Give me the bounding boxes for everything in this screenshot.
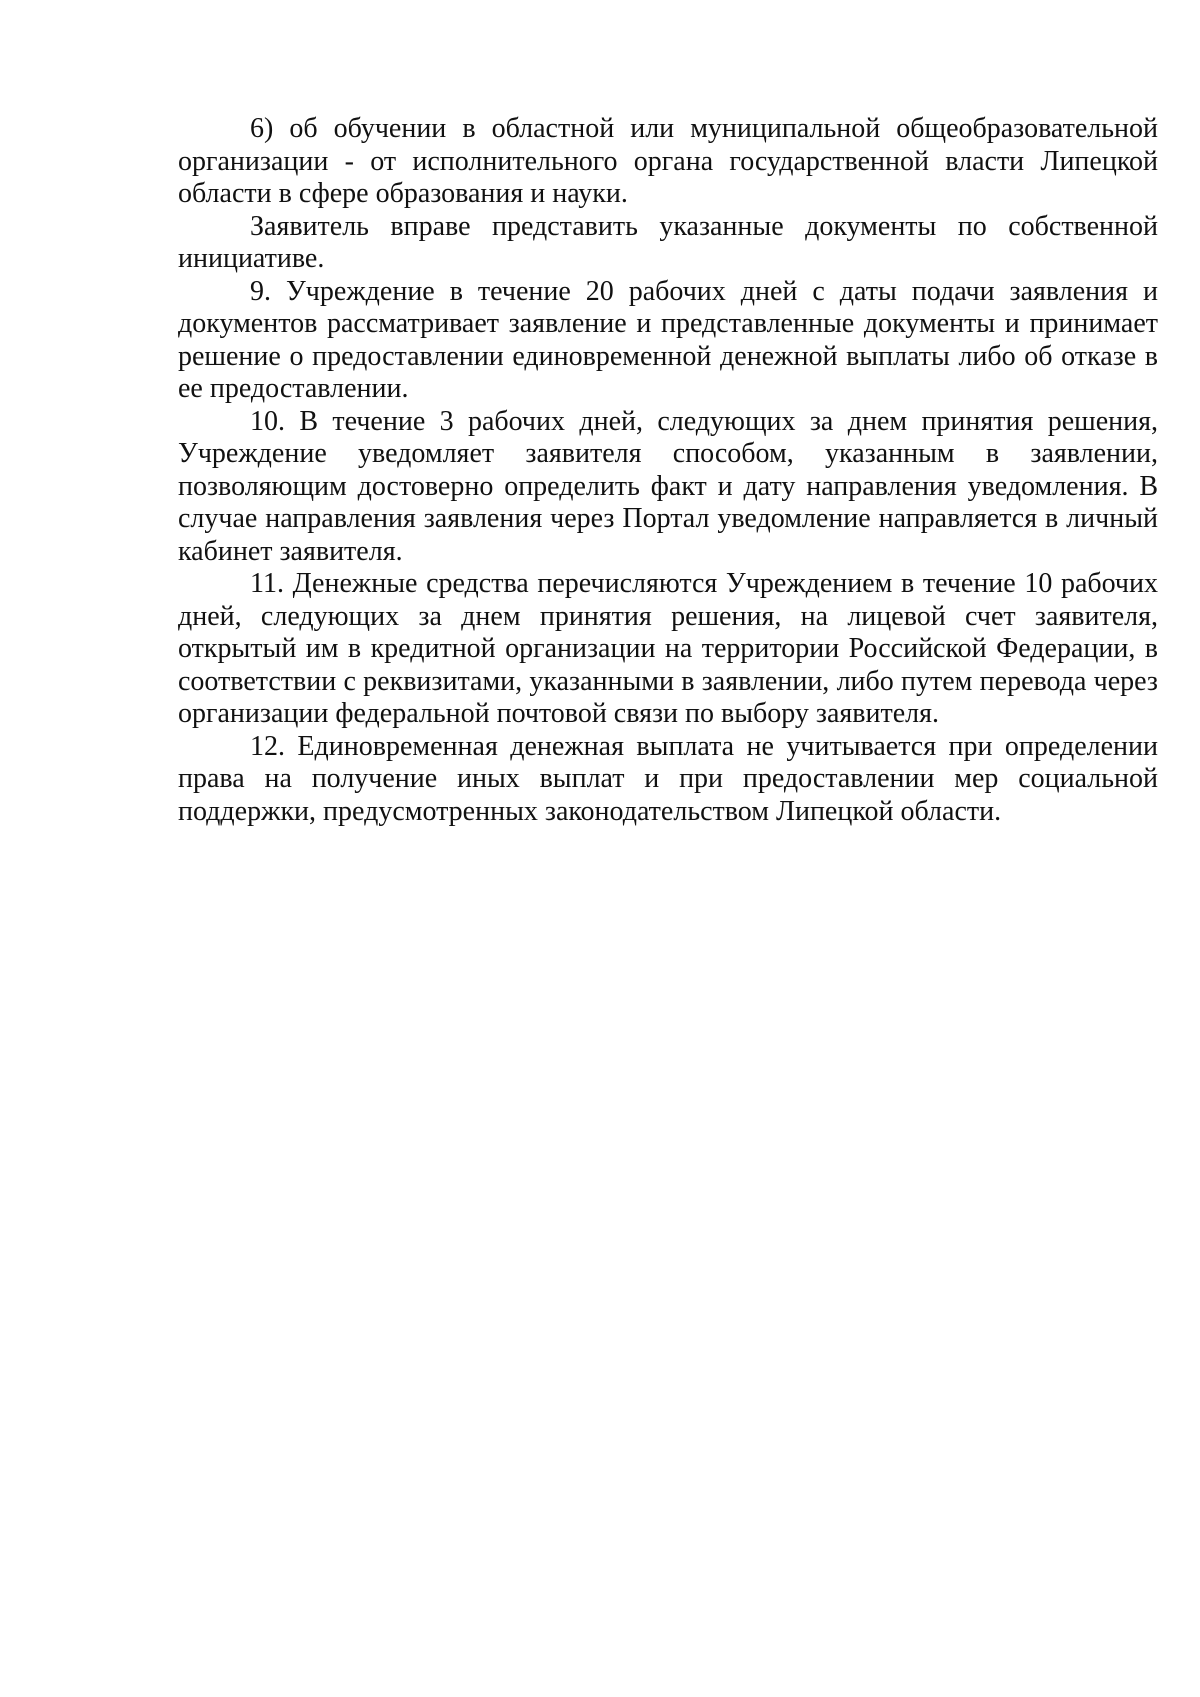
paragraph-clause-12: 12. Единовременная денежная выплата не учитывается при определении права на получение иных выплат и при предоставлении мер социальной поддержки, предусмотренных законодательством Липецкой области. (178, 730, 1158, 827)
document-body (178, 113, 1158, 828)
paragraph-clause-10: 10. В течение 3 рабочих дней, следующих за днем принятия решения, Учреждение уведомляет заявителя способом, указанным в заявлении, позволяющим достоверно определить факт и дату направления уведомления. В случае направления заявления через Портал уведомление направляется в личный кабинет заявителя. (178, 405, 1158, 567)
paragraph-applicant-right: Заявитель вправе представить указанные документы по собственной инициативе. (178, 210, 1158, 274)
paragraph-item-6-education: 6) об обучении в областной или муниципальной общеобразовательной организации - от исполнительного органа государственной власти Липецкой области в сфере образования и науки. (178, 113, 1158, 209)
paragraph-clause-9: 9. Учреждение в течение 20 рабочих дней с даты подачи заявления и документов рассматривает заявление и представленные документы и принимает решение о предоставлении единовременной денежной выплаты либо об отказе в ее предоставлении. (178, 275, 1158, 404)
paragraph-clause-11: 11. Денежные средства перечисляются Учреждением в течение 10 рабочих дней, следующих за днем принятия решения, на лицевой счет заявителя, открытый им в кредитной организации на территории Российской Федерации, в соответствии с реквизитами, указанными в заявлении, либо путем перевода через организации федеральной почтовой связи по выбору заявителя. (178, 568, 1158, 729)
